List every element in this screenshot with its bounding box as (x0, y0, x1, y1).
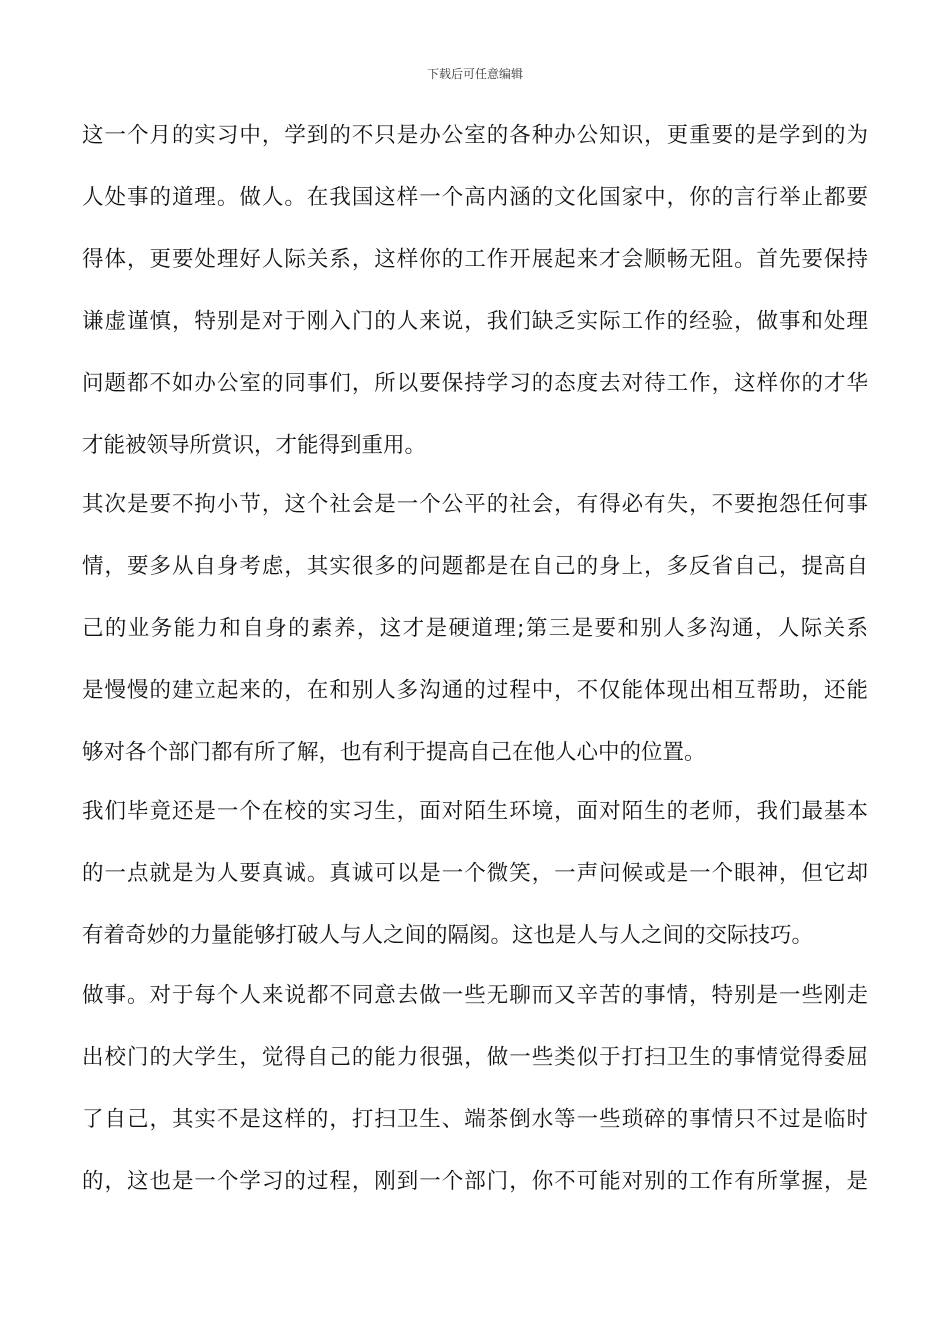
text-line: 谦虚谨慎，特别是对于刚入门的人来说，我们缺乏实际工作的经验，做事和处理 (82, 309, 868, 334)
text-line: 了自己，其实不是这样的，打扫卫生、端茶倒水等一些琐碎的事情只不过是临时 (82, 1107, 868, 1132)
text-line: 才能被领导所赏识，才能得到重用。 (82, 433, 427, 458)
text-line: 出校门的大学生，觉得自己的能力很强，做一些类似于打扫卫生的事情觉得委屈 (82, 1045, 868, 1070)
text-line: 我们毕竟还是一个在校的实习生，面对陌生环境，面对陌生的老师，我们最基本 (82, 799, 868, 824)
text-line: 情，要多从自身考虑，其实很多的问题都是在自己的身上，多反省自己，提高自 (82, 554, 868, 579)
text-line: 是慢慢的建立起来的，在和别人多沟通的过程中，不仅能体现出相互帮助，还能 (82, 678, 868, 703)
page-header: 下载后可任意编辑 (426, 67, 523, 81)
text-line: 的一点就是为人要真诚。真诚可以是一个微笑，一声问候或是一个眼神，但它却 (82, 861, 868, 886)
text-line: 其次是要不拘小节，这个社会是一个公平的社会，有得必有失，不要抱怨任何事 (82, 492, 868, 517)
text-line: 够对各个部门都有所了解，也有利于提高自己在他人心中的位置。 (82, 740, 706, 765)
text-line: 己的业务能力和自身的素养，这才是硬道理;第三是要和别人多沟通，人际关系 (82, 616, 868, 641)
text-line: 人处事的道理。做人。在我国这样一个高内涵的文化国家中，你的言行举止都要 (82, 185, 868, 210)
text-line: 得体，更要处理好人际关系，这样你的工作开展起来才会顺畅无阻。首先要保持 (82, 247, 868, 272)
text-line: 有着奇妙的力量能够打破人与人之间的隔阂。这也是人与人之间的交际技巧。 (82, 923, 814, 948)
text-line: 这一个月的实习中，学到的不只是办公室的各种办公知识，更重要的是学到的为 (82, 123, 868, 148)
text-line: 做事。对于每个人来说都不同意去做一些无聊而又辛苦的事情，特别是一些刚走 (82, 983, 868, 1008)
text-line: 问题都不如办公室的同事们，所以要保持学习的态度去对待工作，这样你的才华 (82, 371, 868, 396)
text-line: 的，这也是一个学习的过程，刚到一个部门，你不可能对别的工作有所掌握，是 (82, 1169, 868, 1194)
